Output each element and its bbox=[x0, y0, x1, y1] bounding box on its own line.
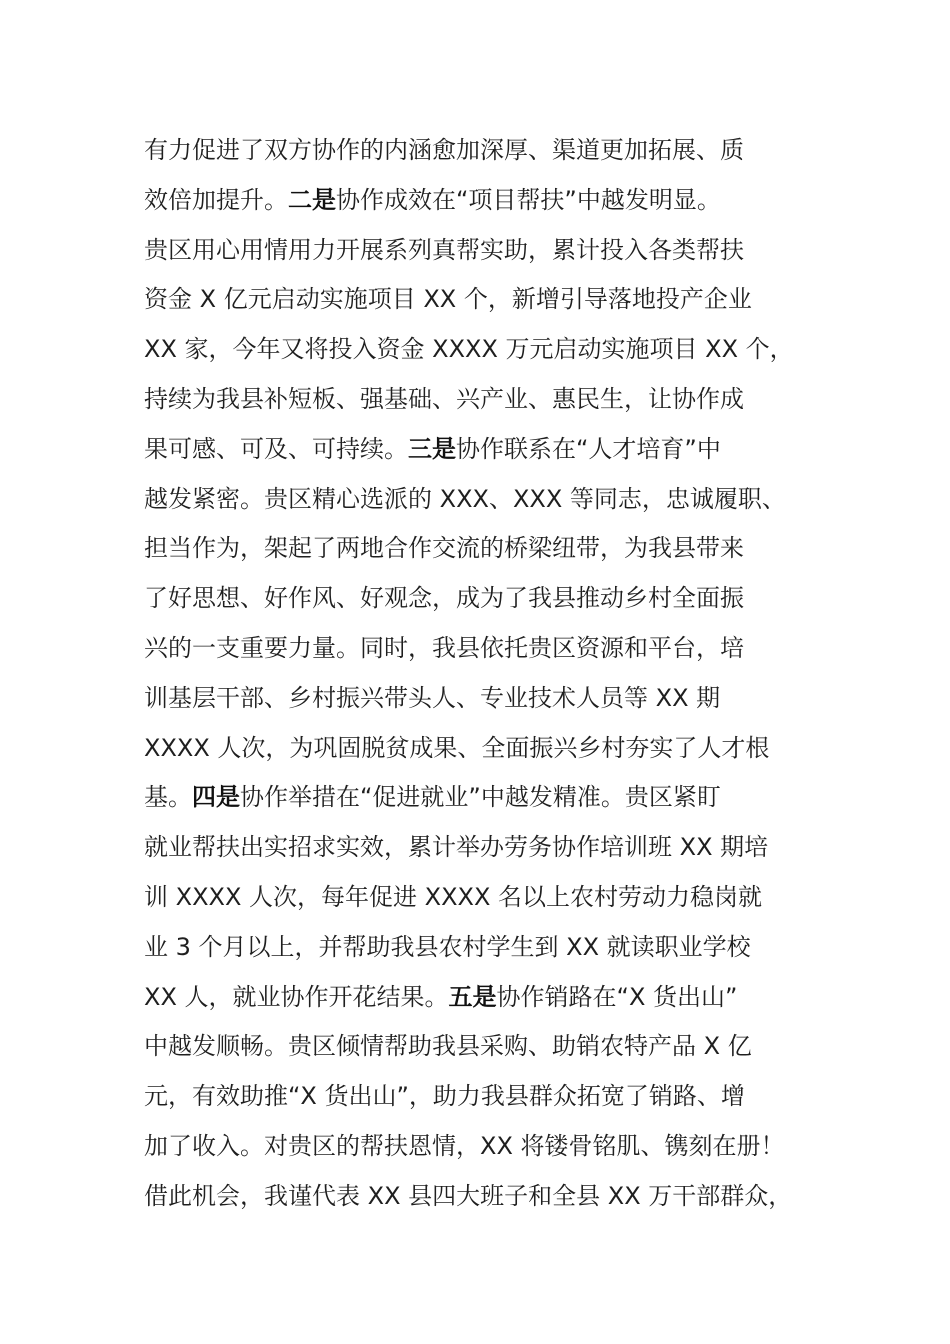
text-run: 担当作为，架起了两地合作交流的桥梁纽带，为我县带来 bbox=[144, 534, 744, 563]
text-line bbox=[144, 674, 824, 724]
text-run: 协作销路在“X 货出山” bbox=[496, 982, 738, 1011]
text-line bbox=[144, 226, 824, 276]
body-text bbox=[144, 126, 824, 1222]
text-line bbox=[144, 176, 824, 226]
text-run: 训 XXXX 人次，每年促进 XXXX 名以上农村劳动力稳岗就 bbox=[144, 882, 763, 911]
text-line bbox=[144, 624, 824, 674]
bold-marker: 五是 bbox=[448, 982, 497, 1011]
text-line bbox=[144, 1122, 824, 1172]
text-line bbox=[144, 325, 824, 375]
text-run: 元，有效助推“X 货出山”，助力我县群众拓宽了销路、增 bbox=[144, 1082, 745, 1111]
text-line bbox=[144, 724, 824, 774]
text-line bbox=[144, 375, 824, 425]
text-run: XX 人，就业协作开花结果。 bbox=[144, 982, 449, 1011]
text-run: 效倍加提升。 bbox=[144, 185, 288, 214]
text-line bbox=[144, 524, 824, 574]
text-run: 业 3 个月以上，并帮助我县农村学生到 XX 就读职业学校 bbox=[144, 932, 751, 961]
bold-marker: 三是 bbox=[408, 434, 456, 463]
text-run: 资金 X 亿元启动实施项目 XX 个，新增引导落地投产企业 bbox=[144, 285, 752, 314]
text-run: 训基层干部、乡村振兴带头人、专业技术人员等 XX 期 bbox=[144, 683, 721, 712]
text-line bbox=[144, 1072, 824, 1122]
text-line bbox=[144, 923, 824, 973]
text-run: 持续为我县补短板、强基础、兴产业、惠民生，让协作成 bbox=[144, 384, 744, 413]
text-line bbox=[144, 873, 824, 923]
text-line bbox=[144, 275, 824, 325]
text-run: 中越发顺畅。贵区倾情帮助我县采购、助销农特产品 X 亿 bbox=[144, 1032, 752, 1061]
text-run: 协作成效在“项目帮扶”中越发明显。 bbox=[336, 185, 721, 214]
text-line bbox=[144, 1172, 824, 1222]
text-run: XX 家，今年又将投入资金 XXXX 万元启动实施项目 XX 个， bbox=[144, 335, 794, 364]
text-line bbox=[144, 126, 824, 176]
bold-marker: 二是 bbox=[288, 185, 336, 214]
text-run: 兴的一支重要力量。同时，我县依托贵区资源和平台，培 bbox=[144, 633, 744, 662]
text-line bbox=[144, 1022, 824, 1072]
text-run: 贵区用心用情用力开展系列真帮实助，累计投入各类帮扶 bbox=[144, 235, 744, 264]
text-line bbox=[144, 973, 824, 1023]
text-run: 越发紧密。贵区精心选派的 XXX、XXX 等同志，忠诚履职、 bbox=[144, 484, 786, 513]
text-run: 加了收入。对贵区的帮扶恩情，XX 将镂骨铭肌、镌刻在册！ bbox=[144, 1131, 785, 1160]
text-line bbox=[144, 475, 824, 525]
text-run: 基。 bbox=[144, 783, 192, 812]
text-line bbox=[144, 425, 824, 475]
text-run: 协作联系在“人才培育”中 bbox=[456, 434, 721, 463]
text-line bbox=[144, 823, 824, 873]
text-run: XXXX 人次，为巩固脱贫成果、全面振兴乡村夯实了人才根 bbox=[144, 733, 770, 762]
bold-marker: 四是 bbox=[192, 783, 240, 812]
text-run: 了好思想、好作风、好观念，成为了我县推动乡村全面振 bbox=[144, 584, 744, 613]
text-line bbox=[144, 773, 824, 823]
text-run: 协作举措在“促进就业”中越发精准。贵区紧盯 bbox=[240, 783, 721, 812]
text-run: 就业帮扶出实招求实效，累计举办劳务协作培训班 XX 期培 bbox=[144, 833, 769, 862]
text-run: 果可感、可及、可持续。 bbox=[144, 434, 408, 463]
text-run: 有力促进了双方协作的内涵愈加深厚、渠道更加拓展、质 bbox=[144, 136, 744, 164]
text-line bbox=[144, 574, 824, 624]
text-run: 借此机会，我谨代表 XX 县四大班子和全县 XX 万干部群众， bbox=[144, 1181, 793, 1210]
